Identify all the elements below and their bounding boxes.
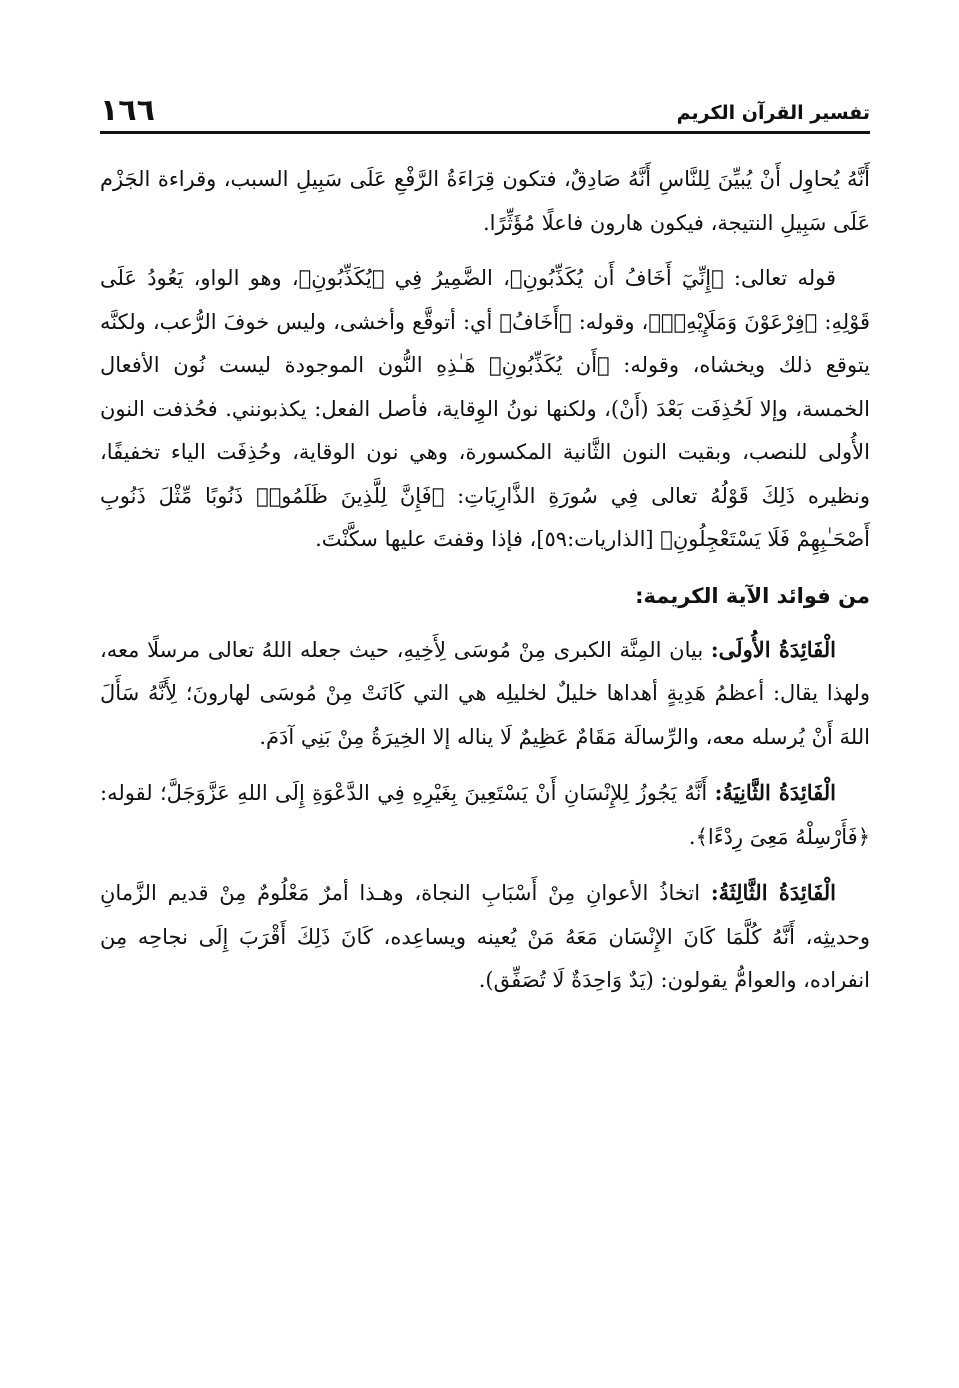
benefit-label-1: الْفَائِدَةُ الأُولَى: (710, 636, 837, 662)
benefit-text-1: بيان المِنَّة الكبرى مِنْ مُوسَى لِأَخِيهِ، حيث جعله اللهُ تعالى مرسلًا معه، ولهذا يقال: أعظمُ هَدِيةٍ أهداها خليلٌ لخليلِه هي التي كَانَتْ مِنْ مُوسَى لهارونَ؛ لِأَنَّهُ سَأَلَ اللهَ أَنْ يُرسله معه، والرِّسالَة مَقَامٌ عَظِيمٌ لَا يناله إلا الخِيرَةُ مِنْ بَنِي آدَمَ. (100, 637, 870, 749)
benefit-label-3: الْفَائِدَةُ الثَّالِثَةُ: (710, 880, 836, 905)
paragraph-verse-commentary: قوله تعالى: ﴿إِنِّيٓ أَخَافُ أَن يُكَذِّبُونِ﴾، الضَّمِيرُ فِي ﴿يُكَذِّبُونِ﴾، وهو الواو، يَعُودُ عَلَى قَوْلِهِ: ﴿فِرْعَوْنَ وَمَلَإِيْهِۦٓ﴾، وقوله: ﴿أَخَافُ﴾ أي: أتوقَّع وأخشى، وليس خوفَ الرُّعب، ولكنَّه يتوقع ذلك ويخشاه، وقوله: ﴿أَن يُكَذِّبُونِ﴾ هَـٰذِهِ النُّون الموجودة ليست نُون الأفعال الخمسة، وإلا لَحُذِفَت بَعْدَ (أَنْ)، ولكنها نونُ الوِقاية، فأصل الفعل: يكذبونني. فحُذفت النون الأُولى للنصب، وبقيت النون الثَّانية المكسورة، وهي نون الوقاية، وحُذِفَت الياء تخفيفًا، ونظيره ذَلِكَ قَوْلُهُ تعالى فِي سُورَةِ الذَّارِيَاتِ: ﴿فَإِنَّ لِلَّذِينَ ظَلَمُوا۟ ذَنُوبًا مِّثْلَ ذَنُوبِ أَصْحَـٰبِهِمْ فَلَا يَسْتَعْجِلُونِ﴾ [الذاريات:٥٩]، فإذا وقفتَ عليها سكَّنْتَ. (100, 266, 870, 551)
paragraph-continuation: أَنَّهُ يُحاوِل أَنْ يُبيِّنَ لِلنَّاسِ أَنَّهُ صَادِقٌ، فتكون قِرَاءَةُ الرَّفْعِ عَلَى سَبِيلِ السبب، وقراءة الجَزْم عَلَى سَبِيلِ النتيجة، فيكون هارون فاعلًا مُؤَثِّرًا. (100, 167, 870, 235)
page-body (100, 158, 870, 1015)
benefit-paragraph-3 (100, 871, 870, 1003)
running-title: تفسير القرآن الكريم (676, 102, 870, 124)
benefit-text-3: اتخاذُ الأعوانِ مِنْ أَسْبَابِ النجاة، وهـذا أمرٌ مَعْلُومٌ مِنْ قديم الزَّمانِ وحديثِه، أَنَّهُ كُلَّمَا كَانَ الإِنْسَان مَعَهُ مَنْ يُعينه ويساعِده، كَانَ ذَلِكَ أَقْرَبَ إِلَى نجاحِه مِن انفراده، والعوامُّ يقولون: (يَدٌ وَاحِدَةٌ لَا تُصَفِّق). (100, 881, 870, 992)
benefit-label-2: الْفَائِدَةُ الثَّانِيَةُ: (714, 780, 836, 805)
benefit-text-2: أَنَّهُ يَجُوزُ لِلإِنْسَانِ أَنْ يَسْتَعِينَ بِغَيْرِهِ فِي الدَّعْوَةِ إِلَى اللهِ عَزَّوَجَلَّ؛ لقوله: ﴿فَأَرْسِلْهُ مَعِىَ رِدْءًا﴾. (100, 781, 870, 849)
benefit-paragraph-1 (100, 628, 870, 760)
section-heading: من فوائد الآية الكريمة: (635, 583, 870, 608)
page-number: ١٦٦ (100, 93, 155, 128)
page-header (100, 92, 870, 128)
benefit-paragraph-2 (100, 771, 870, 859)
header-divider (100, 131, 870, 134)
